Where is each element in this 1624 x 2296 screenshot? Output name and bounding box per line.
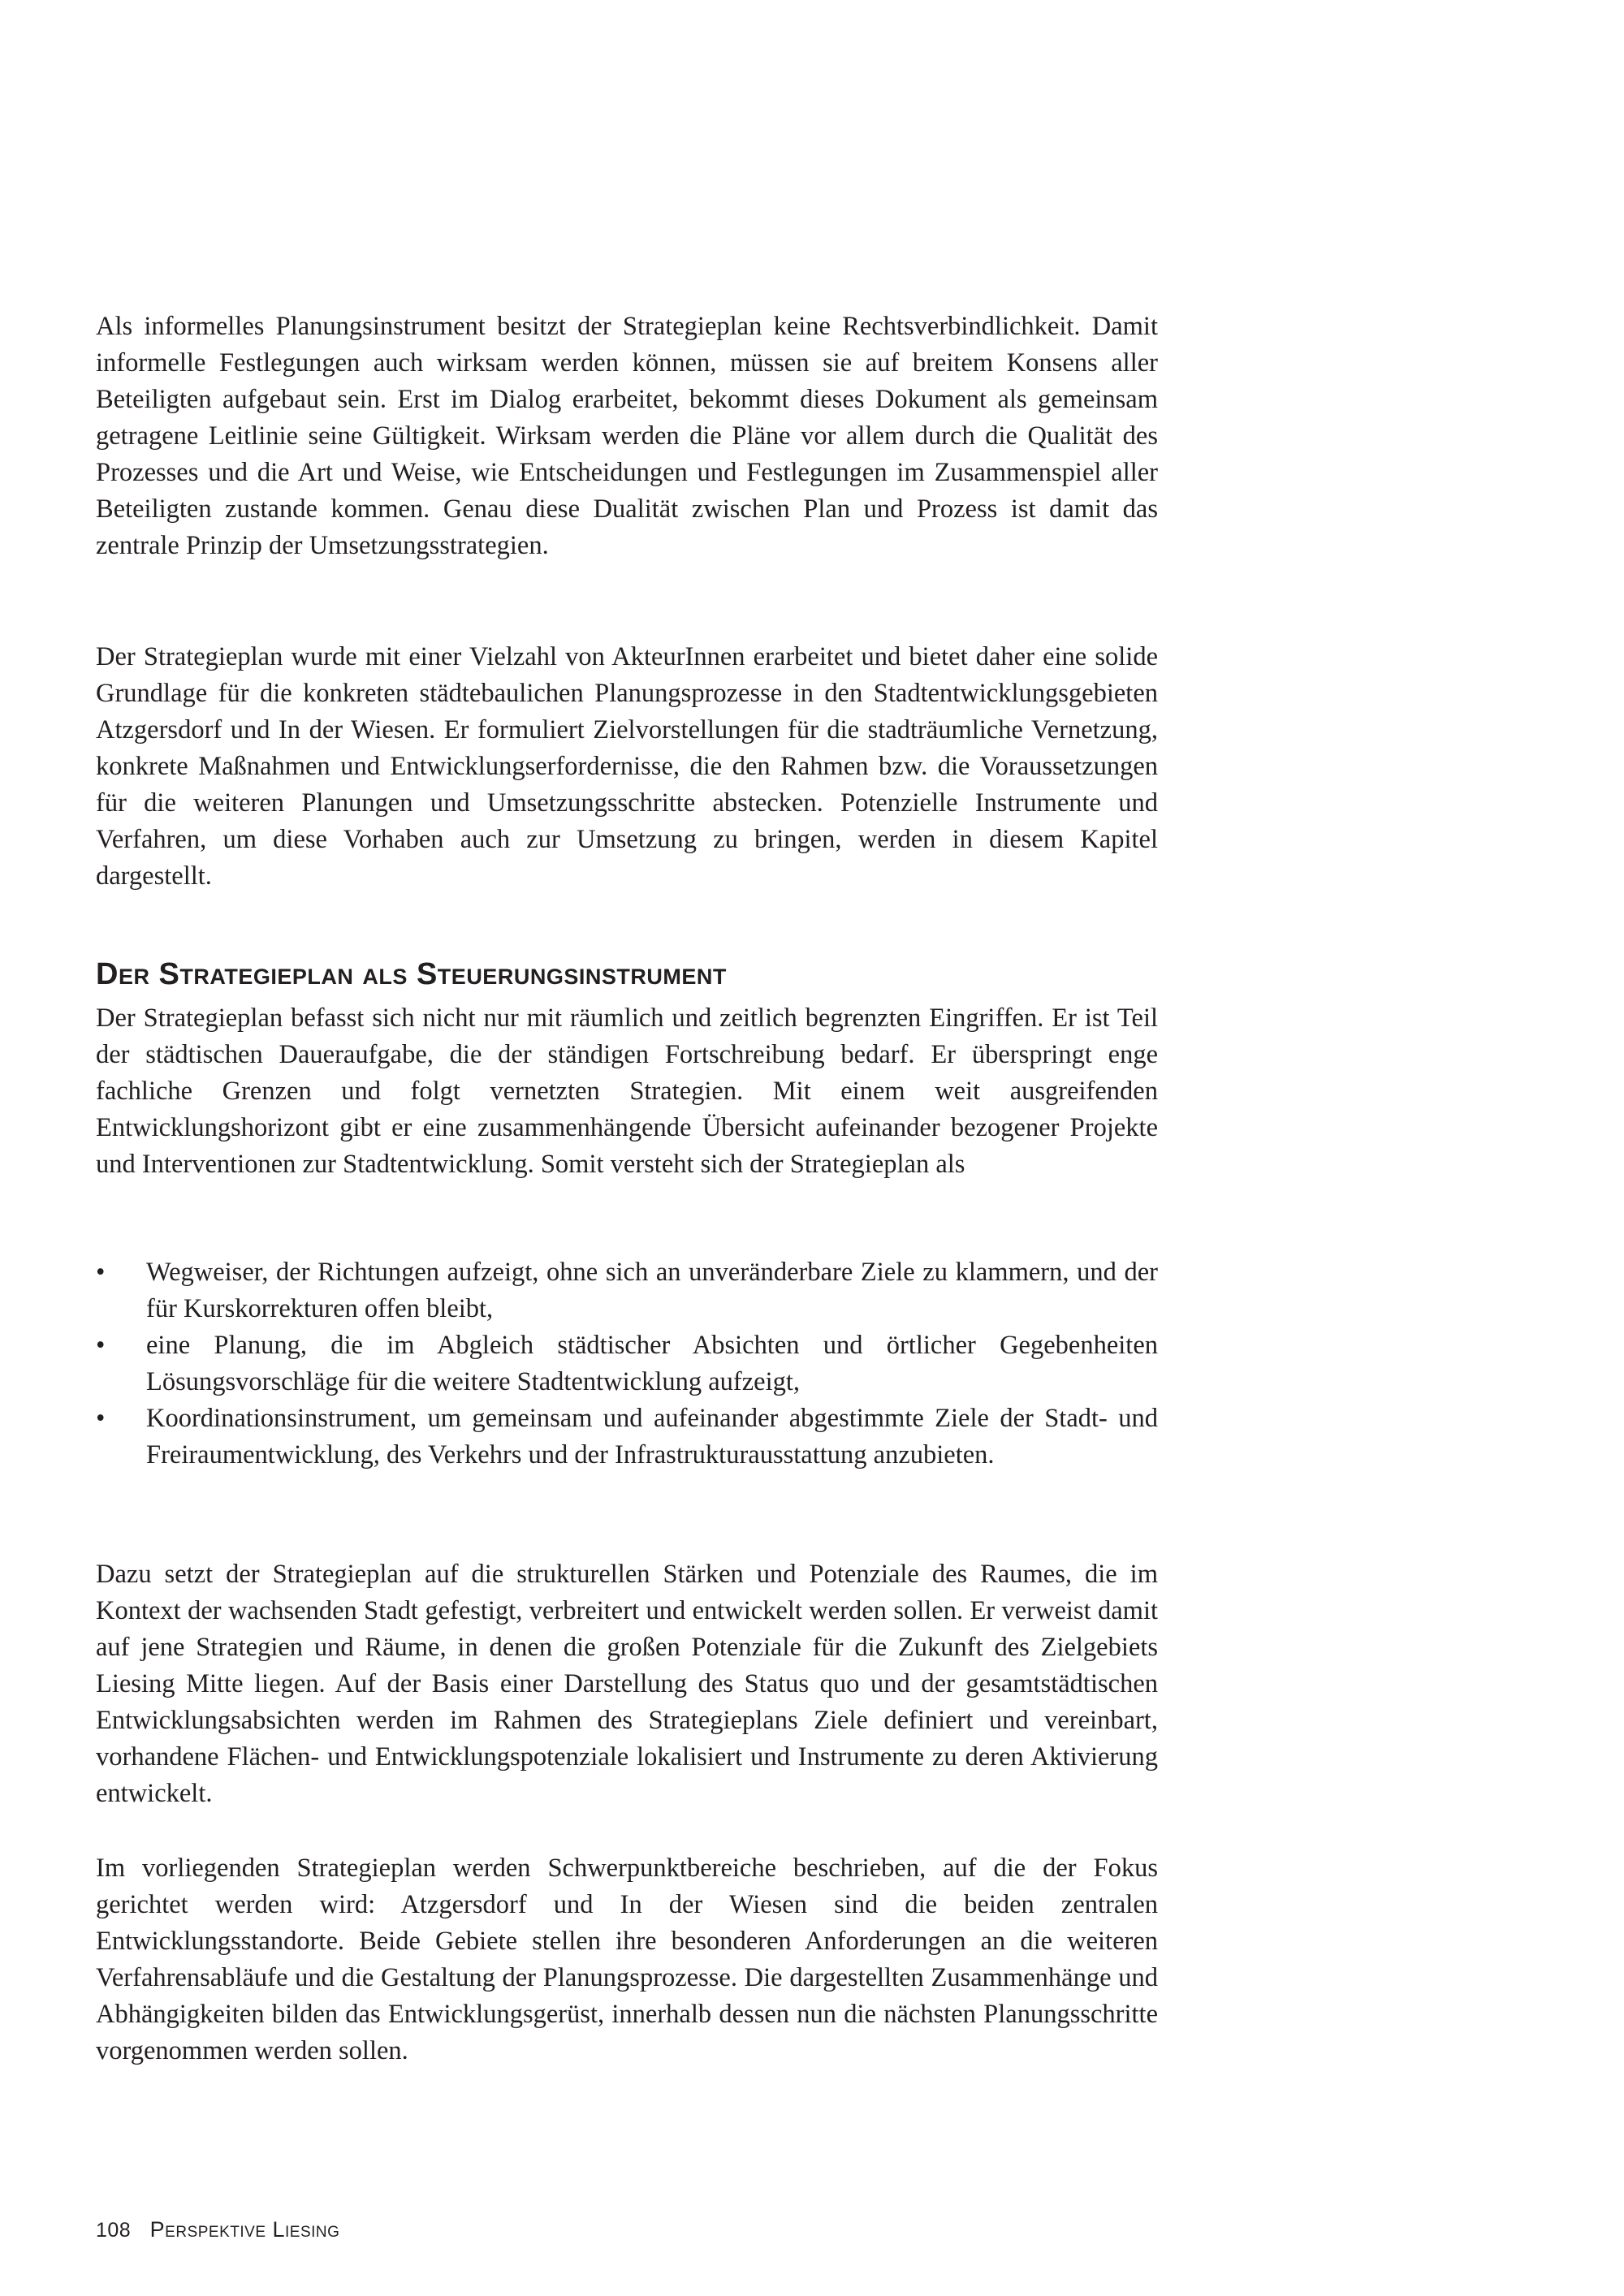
section-heading: Der Strategieplan als Steuerungsinstrument bbox=[96, 957, 727, 991]
bullet-icon: • bbox=[96, 1258, 106, 1287]
bullet-list bbox=[96, 1254, 1158, 1474]
list-item-text: Koordinationsinstrument, um gemeinsam und aufeinander abgestimmte Ziele der Stadt- und Freiraumentwicklung, des Verkehrs und der Infrastrukturausstattung anzubieten. bbox=[146, 1404, 1158, 1470]
bullet-icon: • bbox=[96, 1331, 106, 1360]
paragraph-strengths: Dazu setzt der Strategieplan auf die strukturellen Stärken und Potenziale des Raumes, die im Kontext der wachsenden Stadt gefestigt, verbreitert und entwickelt werden sollen. Er verweist damit auf jene Strategien und Räume, in denen die großen Potenziale für die Zukunft des Zielgebiets Liesing Mitte liegen. Auf der Basis einer Darstellung des Status quo und der gesamtstädtischen Entwicklungsabsichten werden im Rahmen des Strategieplans Ziele definiert und vereinbart, vorhandene Flächen- und Entwicklungspotenziale lokalisiert und Instrumente zu deren Aktivierung entwickelt. bbox=[96, 1560, 1158, 1808]
page-number: 108 bbox=[96, 2219, 132, 2242]
publication-title: Perspektive Liesing bbox=[149, 2217, 340, 2242]
paragraph-actors: Der Strategieplan wurde mit einer Vielzahl von AkteurInnen erarbeitet und bietet daher eine solide Grundlage für die konkreten städtebaulichen Planungsprozesse in den Stadtentwicklungsgebieten Atzgersdorf und In der Wiesen. Er formuliert Zielvorstellungen für die stadträumliche Vernetzung, konkrete Maßnahmen und Entwicklungserfordernisse, die den Rahmen bzw. die Voraussetzungen für die weiteren Planungen und Umsetzungsschritte abstecken. Potenzielle Instrumente und Verfahren, um diese Vorhaben auch zur Umsetzung zu bringen, werden in diesem Kapitel dargestellt. bbox=[96, 642, 1158, 891]
bullet-icon: • bbox=[96, 1404, 106, 1433]
list-item-text: Wegweiser, der Richtungen aufzeigt, ohne sich an unveränderbare Ziele zu klammern, und der für Kurskorrekturen offen bleibt, bbox=[146, 1258, 1158, 1323]
page-footer bbox=[96, 2217, 339, 2242]
paragraph-steering: Der Strategieplan befasst sich nicht nur mit räumlich und zeitlich begrenzten Eingriffen. Er ist Teil der städtischen Daueraufgabe, die der ständigen Fortschreibung bedarf. Er überspringt enge fachliche Grenzen und folgt vernetzten Strategien. Mit einem weit ausgreifenden Entwicklungshorizont gibt er eine zusammenhängende Übersicht aufeinander bezogener Projekte und Interventionen zur Stadtentwicklung. Somit versteht sich der Strategieplan als bbox=[96, 1003, 1158, 1179]
list-item bbox=[96, 1254, 1158, 1327]
paragraph-informal-instrument: Als informelles Planungsinstrument besitzt der Strategieplan keine Rechtsverbindlichkeit. Damit informelle Festlegungen auch wirksam werden können, müssen sie auf breitem Konsens aller Beteiligten aufgebaut sein. Erst im Dialog erarbeitet, bekommt dieses Dokument als gemeinsam getragene Leitlinie seine Gültigkeit. Wirksam werden die Pläne vor allem durch die Qualität des Prozesses und die Art und Weise, wie Entscheidungen und Festlegungen im Zusammenspiel aller Beteiligten zustande kommen. Genau diese Dualität zwischen Plan und Prozess ist damit das zentrale Prinzip der Umsetzungsstrategien. bbox=[96, 312, 1158, 560]
list-item-text: eine Planung, die im Abgleich städtischer Absichten und örtlicher Gegebenheiten Lösungsvorschläge für die weitere Stadtentwicklung aufzeigt, bbox=[146, 1331, 1158, 1396]
paragraph-focus-areas: Im vorliegenden Strategieplan werden Schwerpunktbereiche beschrieben, auf die der Fokus gerichtet werden wird: Atzgersdorf und In der Wiesen sind die beiden zentralen Entwicklungsstandorte. Beide Gebiete stellen ihre besonderen Anforderungen an die weiteren Verfahrensabläufe und die Gestaltung der Planungsprozesse. Die dargestellten Zusammenhänge und Abhängigkeiten bilden das Entwicklungsgerüst, innerhalb dessen nun die nächsten Planungsschritte vorgenommen werden sollen. bbox=[96, 1854, 1158, 2065]
list-item bbox=[96, 1400, 1158, 1474]
list-item bbox=[96, 1327, 1158, 1400]
